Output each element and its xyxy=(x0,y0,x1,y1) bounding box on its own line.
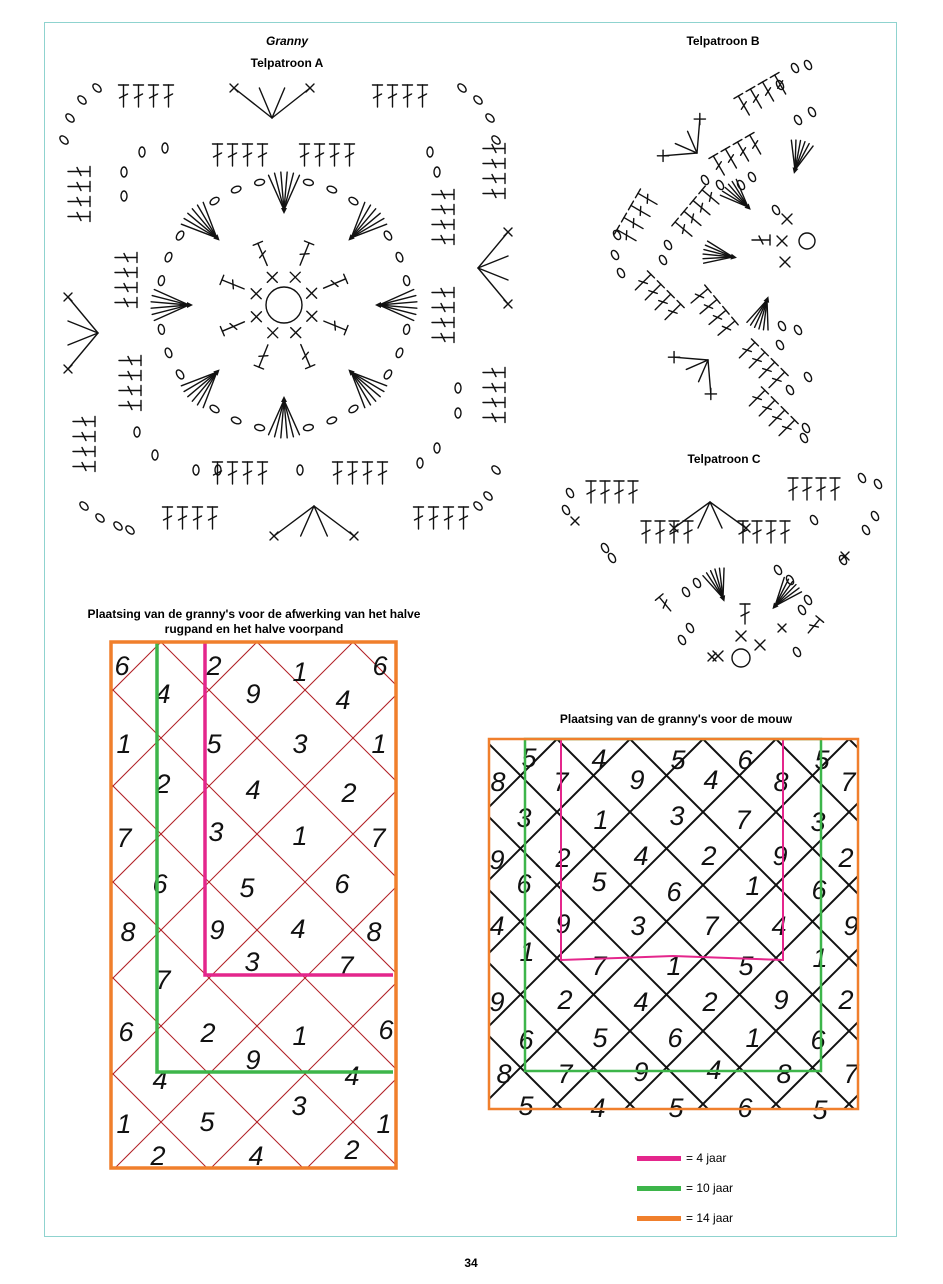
granny-number: 6 xyxy=(516,869,532,899)
granny-number: 7 xyxy=(338,951,354,981)
granny-number: 9 xyxy=(245,1045,261,1075)
sleeve-grid-diagonals xyxy=(0,739,943,1284)
granny-number: 6 xyxy=(118,1017,134,1047)
granny-number: 2 xyxy=(557,985,573,1015)
granny-number: 5 xyxy=(591,867,607,897)
granny-number: 6 xyxy=(810,1025,826,1055)
granny-number: 8 xyxy=(773,767,789,797)
granny-number: 3 xyxy=(810,807,826,837)
grid-line xyxy=(0,739,630,1284)
granny-number: 1 xyxy=(116,1109,132,1139)
granny-number: 5 xyxy=(206,729,222,759)
grid-line xyxy=(0,739,192,1284)
grid-line xyxy=(0,739,484,1284)
granny-number: 4 xyxy=(633,987,649,1017)
sleeve-placement-title: Plaatsing van de granny's voor de mouw xyxy=(559,712,793,726)
granny-number: 2 xyxy=(838,985,854,1015)
granny-number: 6 xyxy=(737,745,753,775)
legend-swatch-orange xyxy=(637,1216,681,1221)
outline-14-jaar-sleeve xyxy=(489,739,858,1109)
granny-number: 9 xyxy=(245,679,261,709)
granny-number: 4 xyxy=(703,765,719,795)
granny-number: 4 xyxy=(155,679,171,709)
granny-number: 6 xyxy=(737,1093,753,1123)
granny-number: 4 xyxy=(344,1061,360,1091)
legend-label: = 4 jaar xyxy=(686,1151,727,1165)
granny-number: 7 xyxy=(553,767,569,797)
pattern-a-title: Telpatroon A xyxy=(250,56,324,70)
granny-number: 4 xyxy=(152,1065,168,1095)
granny-number: 6 xyxy=(378,1015,394,1045)
granny-number: 5 xyxy=(518,1091,534,1121)
granny-number: 2 xyxy=(838,843,854,873)
granny-number: 6 xyxy=(114,651,130,681)
granny-number: 7 xyxy=(840,767,856,797)
granny-number: 9 xyxy=(772,841,788,871)
granny-number: 2 xyxy=(155,769,171,799)
legend-label: = 10 jaar xyxy=(686,1181,734,1195)
granny-number: 6 xyxy=(334,869,350,899)
granny-number: 7 xyxy=(703,911,719,941)
body-placement-title-line2: rugpand en het halve voorpand xyxy=(164,622,344,636)
granny-number: 9 xyxy=(843,911,859,941)
granny-number: 4 xyxy=(335,685,351,715)
page-number: 34 xyxy=(464,1256,478,1270)
granny-number: 1 xyxy=(666,951,682,981)
granny-number: 2 xyxy=(200,1018,216,1048)
granny-number: 4 xyxy=(706,1055,722,1085)
granny-number: 7 xyxy=(116,823,132,853)
grid-line xyxy=(0,739,557,1284)
granny-number: 2 xyxy=(702,987,718,1017)
granny-number: 1 xyxy=(292,657,308,687)
legend-item-10-jaar xyxy=(637,1181,733,1195)
granny-number: 2 xyxy=(150,1141,166,1171)
granny-number: 1 xyxy=(812,943,828,973)
granny-number: 9 xyxy=(773,985,789,1015)
granny-number: 2 xyxy=(701,841,717,871)
granny-number: 6 xyxy=(518,1025,534,1055)
granny-number: 4 xyxy=(290,914,306,944)
granny-number: 1 xyxy=(519,937,535,967)
granny-number: 7 xyxy=(557,1059,573,1089)
grid-line xyxy=(37,739,776,1284)
granny-number: 4 xyxy=(245,775,261,805)
granny-number: 5 xyxy=(239,873,255,903)
granny-number: 5 xyxy=(670,745,686,775)
legend-label: = 14 jaar xyxy=(686,1211,734,1225)
granny-number: 5 xyxy=(814,745,830,775)
granny-number: 4 xyxy=(591,744,607,774)
granny-number: 1 xyxy=(292,1021,308,1051)
granny-number: 5 xyxy=(668,1093,684,1123)
granny-number: 4 xyxy=(633,841,649,871)
granny-number: 1 xyxy=(745,871,761,901)
granny-number: 7 xyxy=(370,823,386,853)
granny-number: 9 xyxy=(555,909,571,939)
granny-number: 3 xyxy=(292,729,308,759)
granny-number: 3 xyxy=(244,947,260,977)
granny-number: 2 xyxy=(344,1135,360,1165)
grid-line xyxy=(0,739,411,1284)
grid-line xyxy=(0,739,338,1284)
granny-title: Granny xyxy=(265,34,309,48)
granny-number: 8 xyxy=(776,1059,792,1089)
granny-number: 1 xyxy=(371,729,387,759)
granny-number: 2 xyxy=(206,651,222,681)
body-placement-title-line1: Plaatsing van de granny's voor de afwerking van het halve xyxy=(87,607,421,621)
pattern-b-title: Telpatroon B xyxy=(686,34,760,48)
granny-number: 1 xyxy=(376,1109,392,1139)
granny-number: 9 xyxy=(489,845,505,875)
granny-number: 3 xyxy=(291,1091,307,1121)
granny-number: 6 xyxy=(666,877,682,907)
granny-number: 3 xyxy=(516,803,532,833)
granny-number: 7 xyxy=(155,965,171,995)
granny-number: 6 xyxy=(152,869,168,899)
granny-number: 4 xyxy=(771,911,787,941)
granny-number: 6 xyxy=(811,875,827,905)
granny-number: 1 xyxy=(292,821,308,851)
legend-swatch-pink xyxy=(637,1156,681,1161)
granny-number: 5 xyxy=(812,1095,828,1125)
granny-number: 9 xyxy=(629,765,645,795)
granny-number: 7 xyxy=(591,951,607,981)
granny-number: 5 xyxy=(592,1023,608,1053)
granny-number: 8 xyxy=(490,767,506,797)
granny-number: 5 xyxy=(521,743,537,773)
granny-number: 3 xyxy=(669,801,685,831)
legend-item-4-jaar xyxy=(637,1151,726,1165)
granny-number: 3 xyxy=(208,817,224,847)
granny-number: 8 xyxy=(366,917,382,947)
grid-line xyxy=(0,739,119,1284)
granny-number: 6 xyxy=(372,651,388,681)
granny-number: 6 xyxy=(667,1023,683,1053)
granny-number: 1 xyxy=(116,729,132,759)
granny-number: 3 xyxy=(630,911,646,941)
pattern-c-title: Telpatroon C xyxy=(687,452,761,466)
granny-number: 7 xyxy=(843,1059,859,1089)
granny-number: 2 xyxy=(341,778,357,808)
grid-line xyxy=(922,739,943,1284)
granny-number: 7 xyxy=(735,805,751,835)
grid-line xyxy=(776,739,943,1284)
granny-number: 8 xyxy=(496,1059,512,1089)
legend-item-14-jaar xyxy=(637,1211,733,1225)
grid-line xyxy=(849,739,943,1284)
granny-number: 9 xyxy=(489,987,505,1017)
granny-number: 5 xyxy=(199,1107,215,1137)
granny-number: 4 xyxy=(590,1093,606,1123)
granny-number: 2 xyxy=(555,843,571,873)
legend-swatch-green xyxy=(637,1186,681,1191)
granny-number: 5 xyxy=(738,951,754,981)
granny-number: 8 xyxy=(120,917,136,947)
granny-number: 4 xyxy=(489,911,505,941)
granny-number: 1 xyxy=(593,805,609,835)
grid-line xyxy=(0,739,265,1284)
granny-number: 4 xyxy=(248,1141,264,1171)
granny-number: 9 xyxy=(633,1057,649,1087)
granny-number: 9 xyxy=(209,915,225,945)
granny-number: 1 xyxy=(745,1023,761,1053)
